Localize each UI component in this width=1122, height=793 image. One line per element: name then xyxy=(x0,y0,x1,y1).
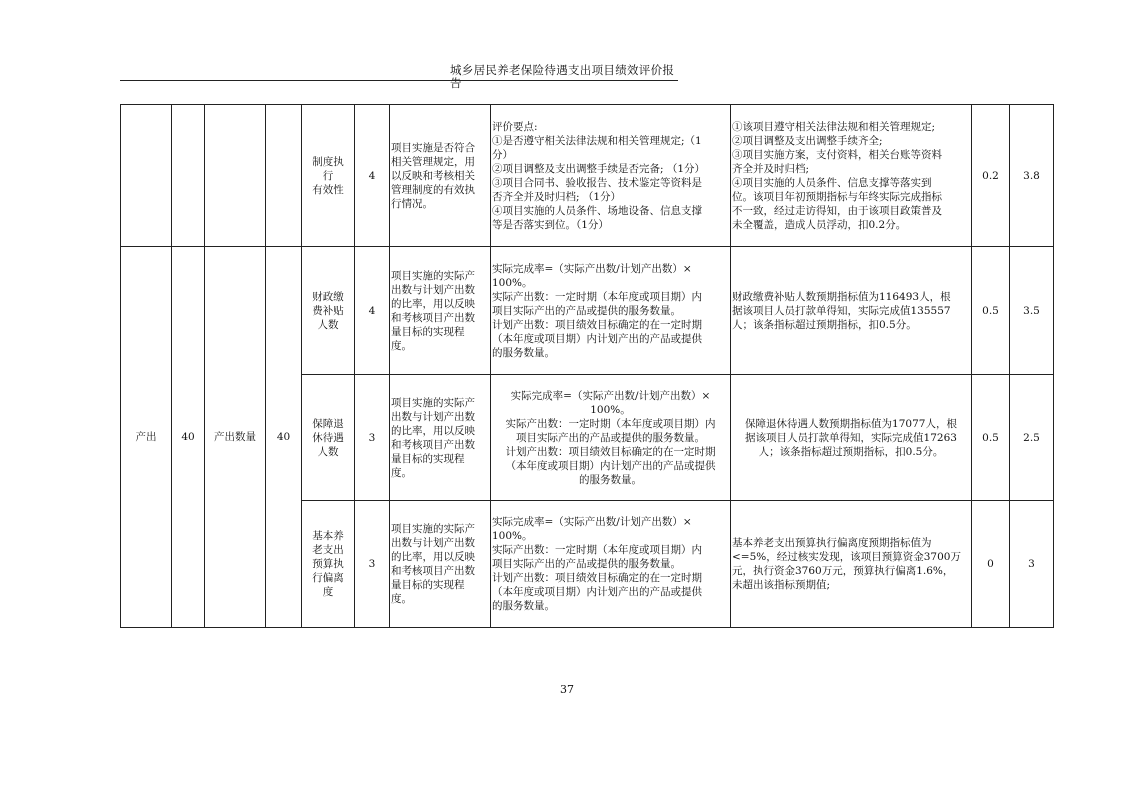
criteria-cell: 评价要点: ①是否遵守相关法律法规和相关管理规定;（1 分） ②项目调整及支出调整手续是否完备; （1分） ③项目合同书、验收报告、技术鉴定等资料是 否齐全并及时归档; （1分） ④项目实施的人员条件、场地设备、信息支撑 等是否落实到位。（1分） xyxy=(491,105,731,247)
final-score-cell: 3.5 xyxy=(1010,247,1054,375)
header-divider xyxy=(120,80,678,81)
finding-cell: ①该项目遵守相关法律法规和相关管理规定; ②项目调整及支出调整手续齐全; ③项目实施方案，支付资料，相关台账等资料 齐全并及时归档; ④项目实施的人员条件、信息支撑等落实到 位。该项目年初预期指标与年终实际完成指标 不一致，经过走访得知，由于该项目政策普及 未全覆盖，造成人员浮动，扣0.2分。 xyxy=(731,105,972,247)
description-cell: 项目实施的实际产 出数与计划产出数 的比率，用以反映 和考核项目产出数 量目标的实现程 度。 xyxy=(390,501,491,628)
finding-cell: 保障退休待遇人数预期指标值为17077人，根 据该项目人员打款单得知，实际完成值17263 人；该条指标超过预期指标，扣0.5分。 xyxy=(731,375,972,501)
score-cell: 3 xyxy=(355,375,390,501)
indicator3-cell: 制度执 行 有效性 xyxy=(302,105,355,247)
score-cell: 4 xyxy=(355,247,390,375)
indicator2-cell xyxy=(205,105,266,247)
report-header-title: 城乡居民养老保险待遇支出项目绩效评价报告 xyxy=(450,63,675,90)
page-number: 37 xyxy=(560,683,574,696)
criteria-cell: 实际完成率=（实际产出数/计划产出数）× 100%。 实际产出数：一定时期（本年度或项目期）内 项目实际产出的产品或提供的服务数量。 计划产出数：项目绩效目标确定的在一定时期 （本年度或项目期）内计划产出的产品或提供 的服务数量。 xyxy=(491,247,731,375)
evaluation-table xyxy=(120,104,1054,628)
score-cell: 4 xyxy=(355,105,390,247)
final-score-cell: 3.8 xyxy=(1010,105,1054,247)
description-cell: 项目实施的实际产 出数与计划产出数 的比率，用以反映 和考核项目产出数 量目标的实现程 度。 xyxy=(390,247,491,375)
finding-cell: 财政缴费补贴人数预期指标值为116493人，根 据该项目人员打款单得知，实际完成值135557 人；该条指标超过预期指标，扣0.5分。 xyxy=(731,247,972,375)
score-cell: 3 xyxy=(355,501,390,628)
deduction-cell: 0.2 xyxy=(972,105,1010,247)
criteria-cell: 实际完成率=（实际产出数/计划产出数）× 100%。 实际产出数：一定时期（本年度或项目期）内 项目实际产出的产品或提供的服务数量。 计划产出数：项目绩效目标确定的在一定时期 （本年度或项目期）内计划产出的产品或提供 的服务数量。 xyxy=(491,375,731,501)
description-cell: 项目实施是否符合 相关管理规定，用 以反映和考核相关 管理制度的有效执 行情况。 xyxy=(390,105,491,247)
deduction-cell: 0.5 xyxy=(972,247,1010,375)
indicator1-cell xyxy=(121,105,172,247)
indicator3-cell: 保障退 休待遇 人数 xyxy=(302,375,355,501)
indicator2-cell: 产出数量 xyxy=(205,247,266,628)
final-score-cell: 2.5 xyxy=(1010,375,1054,501)
indicator3-cell: 财政缴 费补贴 人数 xyxy=(302,247,355,375)
finding-cell: 基本养老支出预算执行偏离度预期指标值为 <=5%，经过核实发现，该项目预算资金3700万 元，执行资金3760万元，预算执行偏离1.6%， 未超出该指标预期值; xyxy=(731,501,972,628)
weight2-cell xyxy=(266,105,302,247)
indicator3-cell: 基本养 老支出 预算执 行偏离 度 xyxy=(302,501,355,628)
criteria-cell: 实际完成率=（实际产出数/计划产出数）× 100%。 实际产出数：一定时期（本年度或项目期）内 项目实际产出的产品或提供的服务数量。 计划产出数：项目绩效目标确定的在一定时期 （本年度或项目期）内计划产出的产品或提供 的服务数量。 xyxy=(491,501,731,628)
weight1-cell: 40 xyxy=(172,247,205,628)
weight1-cell xyxy=(172,105,205,247)
deduction-cell: 0 xyxy=(972,501,1010,628)
description-cell: 项目实施的实际产 出数与计划产出数 的比率，用以反映 和考核项目产出数 量目标的实现程 度。 xyxy=(390,375,491,501)
indicator1-cell: 产出 xyxy=(121,247,172,628)
table-row xyxy=(121,247,1054,375)
table-row xyxy=(121,105,1054,247)
final-score-cell: 3 xyxy=(1010,501,1054,628)
weight2-cell: 40 xyxy=(266,247,302,628)
deduction-cell: 0.5 xyxy=(972,375,1010,501)
